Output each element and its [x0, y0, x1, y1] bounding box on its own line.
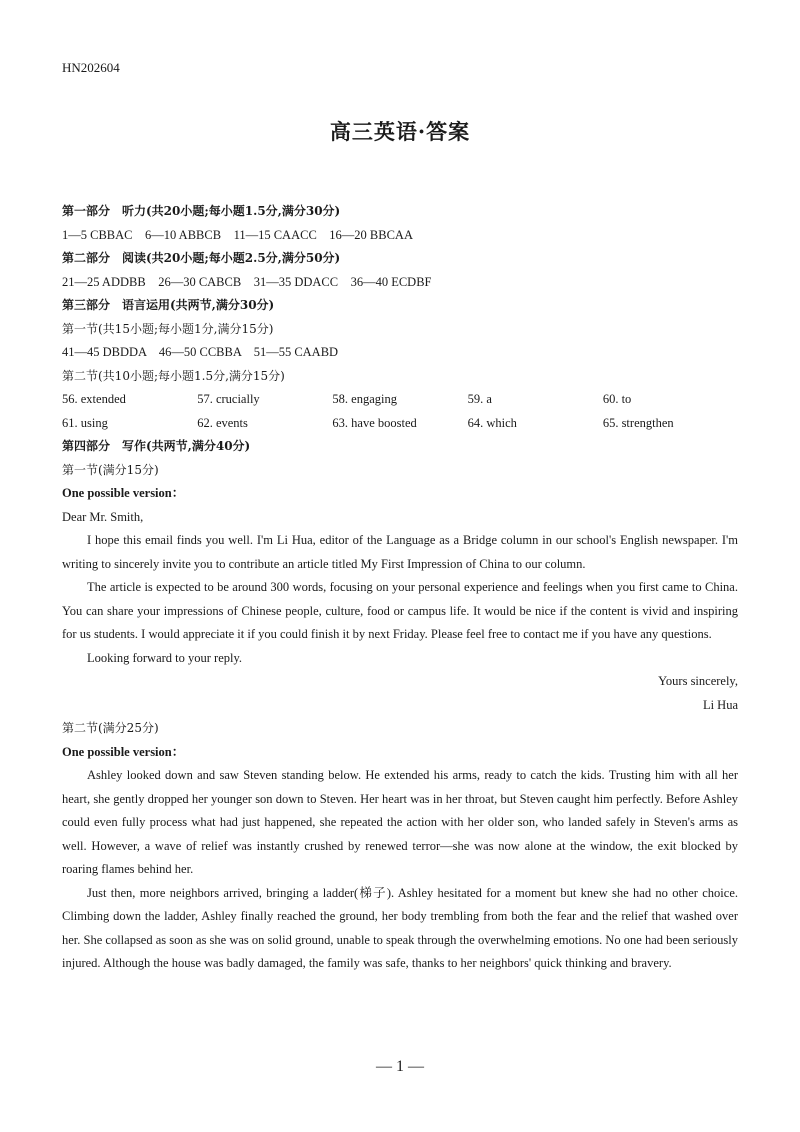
part4-heading: 第四部分 写作(共两节,满分40分) [62, 439, 251, 453]
part1-heading: 第一部分 听力(共20小题;每小题1.5分,满分30分) [62, 204, 341, 218]
answer-content [62, 200, 738, 976]
answer-58: 58. engaging [332, 392, 397, 406]
part3-section1-heading: 第一节(共15小题;每小题1分,满分15分) [62, 321, 274, 336]
sample-version-label-1: One possible version： [62, 486, 185, 500]
answer-65: 65. strengthen [602, 415, 674, 430]
answer-grid-row-1 [62, 388, 738, 412]
part4-section2-heading: 第二节(满分25分) [62, 721, 159, 735]
answer-57: 57. crucially [197, 392, 260, 406]
story-paragraph-2: Just then, more neighbors arrived, bringing a ladder(梯子). Ashley hesitated for a moment but knew she had no other choice. Climbing down the ladder, Ashley finally reached the ground, her body trembling from both the fear and the relief that washed over her. She collapsed as soon as she was on solid ground, unable to speak through the overwhelming emotions. No one had been seriously injured. Although the house was badly damaged, the family was safe, thanks to her neighbors' quick thinking and bravery. [62, 885, 738, 970]
page-title: 高三英语·答案 [329, 119, 471, 144]
answer-59: 59. a [467, 392, 492, 406]
sample-version-label-2: One possible version： [62, 744, 185, 759]
part1-answers: 1—5 CBBAC 6—10 ABBCB 11—15 CAACC 16—20 BBCAA [62, 227, 413, 242]
answer-56: 56. extended [62, 392, 126, 406]
part2-heading: 第二部分 阅读(共20小题;每小题2.5分,满分50分) [62, 251, 341, 265]
letter-paragraph-1: I hope this email finds you well. I'm Li Hua, editor of the Language as a Bridge column in our school's English newspaper. I'm writing to sincerely invite you to contribute an article titled My First Impression of China to our column. [62, 533, 738, 571]
letter-greeting: Dear Mr. Smith, [62, 509, 144, 524]
answer-62: 62. events [197, 415, 248, 430]
letter-closing: Yours sincerely, [658, 674, 738, 688]
answer-61: 61. using [62, 415, 108, 430]
answer-60: 60. to [602, 392, 632, 406]
letter-signature: Li Hua [702, 697, 738, 712]
letter-paragraph-3: Looking forward to your reply. [87, 650, 243, 665]
document-code: HN202604 [62, 60, 120, 75]
part3-heading: 第三部分 语言运用(共两节,满分30分) [62, 298, 275, 312]
part3-section1-answers: 41—45 DBDDA 46—50 CCBBA 51—55 CAABD [62, 345, 339, 359]
page-number: — 1 — [376, 1058, 424, 1075]
answer-grid-row-2 [62, 412, 738, 436]
part3-section2-heading: 第二节(共10小题;每小题1.5分,满分15分) [62, 368, 285, 383]
part2-answers: 21—25 ADDBB 26—30 CABCB 31—35 DDACC 36—40 ECDBF [62, 274, 432, 289]
answer-63: 63. have boosted [332, 415, 417, 430]
part4-section1-heading: 第一节(满分15分) [62, 462, 159, 477]
letter-paragraph-2: The article is expected to be around 300 words, focusing on your personal experience and feelings when you first came to China. You can share your impressions of Chinese people, culture, food or campus life. It would be nice if the content is vivid and inspiring for us students. I would appreciate it if you could finish it by next Friday. Please feel free to contact me if you have any questions. [62, 580, 738, 641]
answer-64: 64. which [467, 415, 517, 430]
story-paragraph-1: Ashley looked down and saw Steven standing below. He extended his arms, ready to catch the kids. Trusting him with all her heart, she gently dropped her younger son down to Steven. Her heart was in her throat, but Steven caught him perfectly. Before Ashley could even fully process what had just happened, she repeated the action with her older son, who landed safely in Steven's arms as well. However, a wave of relief was instantly crushed by renewed terror—she was now alone at the window, the exit blocked by roaring flames behind her. [62, 768, 738, 876]
